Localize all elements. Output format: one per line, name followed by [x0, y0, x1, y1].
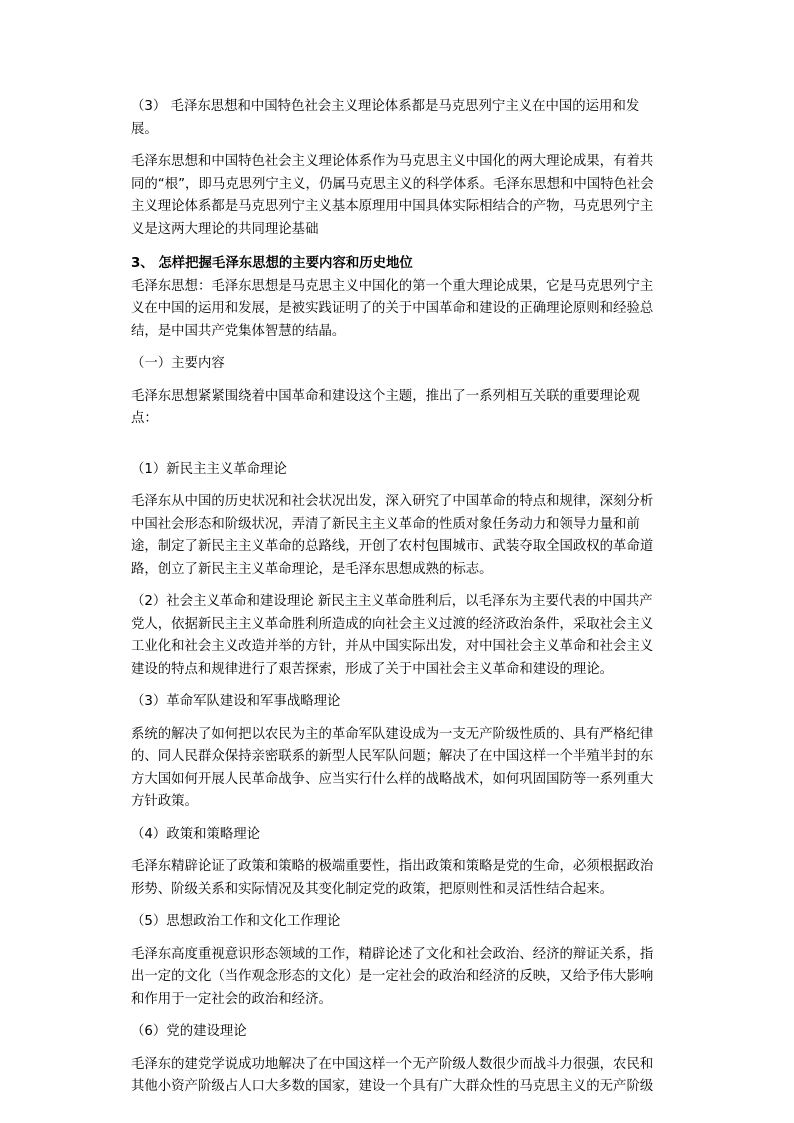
body-paragraph: 系统的解决了如何把以农民为主的革命军队建设成为一支无产阶级性质的、具有严格纪律的、同人民群众保持亲密联系的新型人民军队问题；解决了在中国这样一个半殖半封的东方大国如何开展人民革命战争、应当实行什么样的战略战术，如何巩固国防等一系列重大方针政策。 — [131, 726, 654, 809]
list-item-3-heading: （3） 毛泽东思想和中国特色社会主义理论体系都是马克思列宁主义在中国的运用和发展。 — [131, 99, 640, 137]
body-paragraph: （2）社会主义革命和建设理论 新民主主义革命胜利后，以毛泽东为主要代表的中国共产党人，依据新民主主义革命胜利所造成的向社会主义过渡的经济政治条件，采取社会主义工业化和社会主义改造并举的方针，并从中国实际出发，对中国社会主义革命和社会主义建设的特点和规律进行了艰苦探索，形成了关于中国社会主义革命和建设的理论。 — [131, 594, 654, 677]
list-item-heading: （1）新民主主义革命理论 — [131, 461, 287, 477]
body-paragraph: 毛泽东思想紧紧围绕着中国革命和建设这个主题，推出了一系列相互关联的重要理论观点： — [131, 388, 640, 426]
body-paragraph: 毛泽东高度重视意识形态领域的工作，精辟论述了文化和社会政治、经济的辩证关系，指出一定的文化（当作观念形态的文化）是一定社会的政治和经济的反映，又给予伟大影响和作用于一定社会的政治和经济。 — [131, 946, 654, 1007]
body-paragraph: 毛泽东从中国的历史状况和社会状况出发，深入研究了中国革命的特点和规律，深刻分析中国社会形态和阶级状况，弄清了新民主主义革命的性质对象任务动力和领导力量和前途，制定了新民主主义革命的总路线，开创了农村包围城市、武装夺取全国政权的革命道路，创立了新民主主义革命理论，是毛泽东思想成熟的标志。 — [131, 494, 654, 577]
list-item-heading: （5）思想政治工作和文化工作理论 — [131, 914, 341, 929]
subsection-heading: （一）主要内容 — [131, 356, 225, 371]
section-heading: 3、 怎样把握毛泽东思想的主要内容和历史地位 — [131, 256, 413, 271]
body-paragraph: 毛泽东的建党学说成功地解决了在中国这样一个无产阶级人数很少而战斗力很强，农民和其他小资产阶级占人口大多数的国家，建设一个具有广大群众性的马克思主义的无产阶级 — [131, 1056, 654, 1094]
body-paragraph: 毛泽东思想：毛泽东思想是马克思主义中国化的第一个重大理论成果，它是马克思列宁主义在中国的运用和发展，是被实践证明了的关于中国革命和建设的正确理论原则和经验总结，是中国共产党集体智慧的结晶。 — [131, 278, 654, 339]
list-item-heading: （4）政策和策略理论 — [131, 826, 261, 842]
list-item-heading: （3）革命军队建设和军事战略理论 — [131, 694, 341, 709]
list-item-heading: （6）党的建设理论 — [131, 1024, 247, 1039]
body-paragraph: 毛泽东精辟论证了政策和策略的极端重要性，指出政策和策略是党的生命，必须根据政治形势、阶级关系和实际情况及其变化制定党的政策，把原则性和灵活性结合起来。 — [131, 859, 654, 897]
body-paragraph: 毛泽东思想和中国特色社会主义理论体系作为马克思主义中国化的两大理论成果，有着共同的“根”，即马克思列宁主义，仍属马克思主义的科学体系。毛泽东思想和中国特色社会主义理论体系都是马克思列宁主义基本原理用中国具体实际相结合的产物，马克思列宁主义是这两大理论的共同理论基础 — [131, 154, 654, 237]
document-body — [131, 96, 663, 1099]
